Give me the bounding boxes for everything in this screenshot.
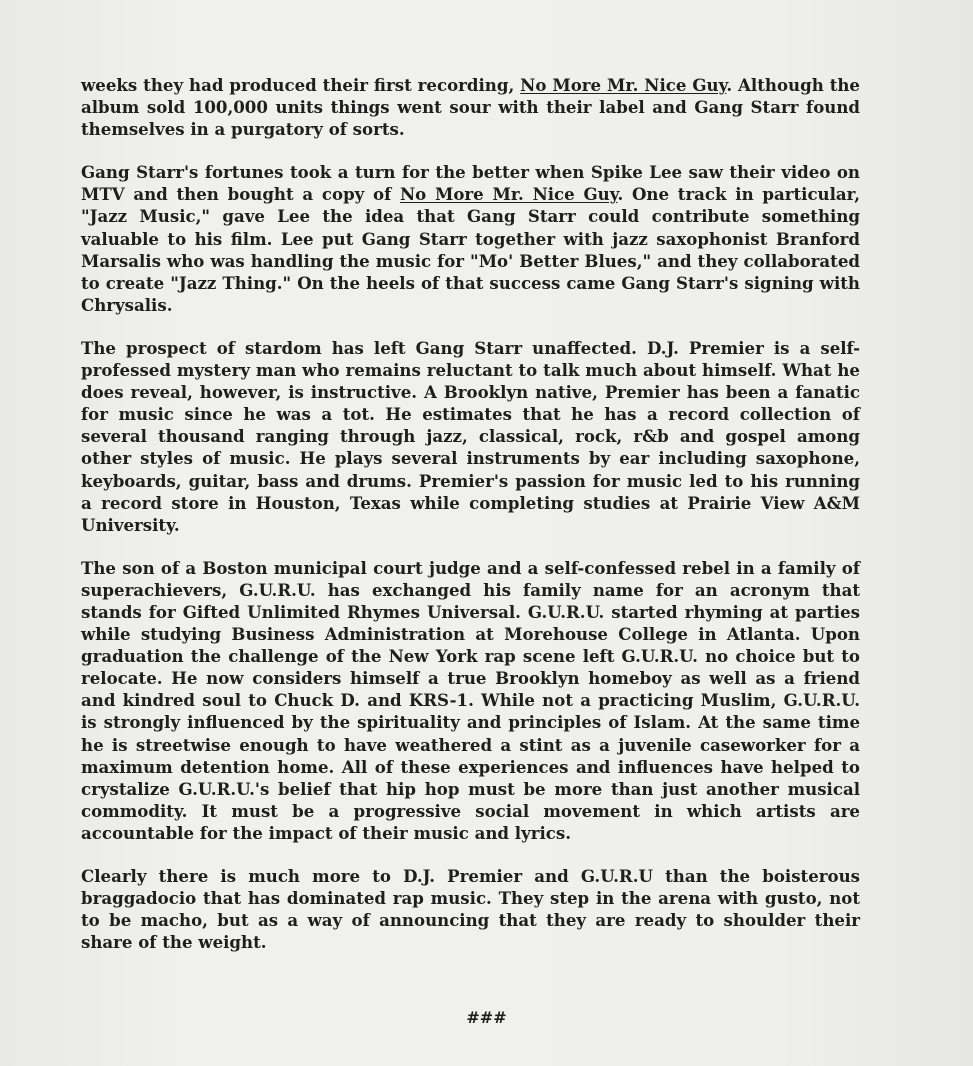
paragraph	[81, 337, 860, 536]
paragraph	[81, 865, 860, 953]
paragraph	[81, 557, 860, 844]
paragraph	[81, 74, 860, 140]
album-title: No More Mr. Nice Guy	[400, 184, 618, 205]
text-run: weeks they had produced their first recording,	[81, 75, 521, 95]
text-run: The son of a Boston municipal court judge and a self-confessed rebel in a family of superachievers, G.U.R.U. has exchanged his family name for an acronym that stands for Gifted Unlimited Rhymes Universal. G.U.R.U. started rhyming at parties while studying Business Administration at Morehouse College in Atlanta. Upon graduation the challenge of the New York rap scene left G.U.R.U. no choice but to relocate. He now considers himself a true Brooklyn homeboy as well as a friend and kindred soul to Chuck D. and KRS-1. While not a practicing Muslim, G.U.R.U. is strongly influenced by the spirituality and principles of Islam. At the same time he is streetwise enough to have weathered a stint as a juvenile caseworker for a maximum detention home. All of these experiences and influences have helped to crystalize G.U.R.U.'s belief that hip hop must be more than just another musical commodity. It must be a progressive social movement in which artists are accountable for the impact of their music and lyrics.	[81, 557, 860, 843]
text-run: . Although the album sold 100,000 units things went sour with their label and Gang Starr found themselves in a purgatory of sorts.	[81, 75, 860, 140]
album-title: No More Mr. Nice Guy	[520, 75, 727, 95]
text-run: The prospect of stardom has left Gang Starr unaffected. D.J. Premier is a self-professed mystery man who remains reluctant to talk much about himself. What he does reveal, however, is instructive. A Brooklyn native, Premier has been a fanatic for music since he was a tot. He estimates that he has a record collection of several thousand ranging through jazz, classical, rock, r&b and gospel among other styles of music. He plays several instruments by ear including saxophone, keyboards, guitar, bass and drums. Premier's passion for music led to his running a record store in Houston, Texas while completing studies at Prairie View A&M University.	[81, 337, 860, 535]
end-mark: ###	[466, 1008, 507, 1027]
text-run: Clearly there is much more to D.J. Premier and G.U.R.U than the boisterous braggadocio that has dominated rap music. They step in the arena with gusto, not to be macho, but as a way of announcing that they are ready to shoulder their share of the weight.	[81, 866, 860, 953]
body-text	[81, 74, 860, 974]
text-run: . One track in particular, "Jazz Music," gave Lee the idea that Gang Starr could contribute something valuable to his film. Lee put Gang Starr together with jazz saxophonist Branford Marsalis who was handling the music for "Mo' Better Blues," and they collaborated to create "Jazz Thing." On the heels of that success came Gang Starr's signing with Chrysalis.	[81, 184, 860, 315]
paragraph	[81, 161, 860, 316]
text-run: Gang Starr's fortunes took a turn for the better when Spike Lee saw their video on MTV and then bought a copy of	[81, 162, 860, 205]
